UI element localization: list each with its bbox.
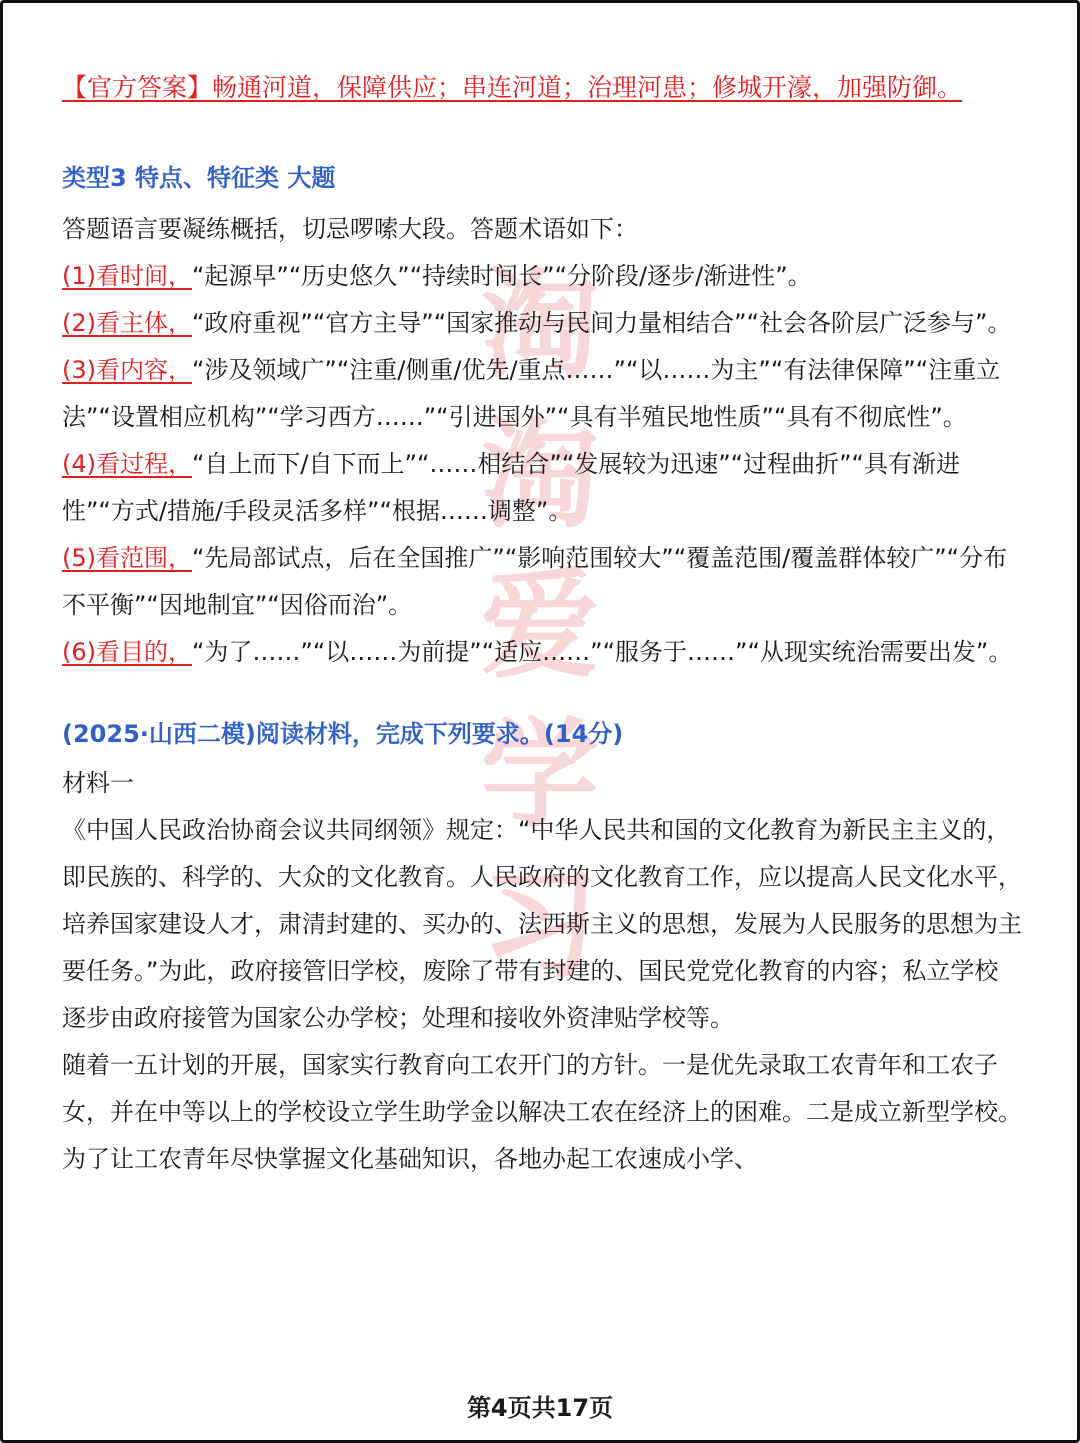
point-item [62, 300, 1022, 347]
type-heading: 类型3 特点、特征类 大题 [62, 164, 336, 192]
point-text: “先局部试点，后在全国推广”“影响范围较大”“覆盖范围/覆盖群体较广”“分布不平衡”“因地制宜”“因俗而治”。 [62, 544, 1008, 619]
point-item [62, 253, 1022, 300]
watermark-text: 淘淘爱学习 [480, 256, 599, 994]
point-item [62, 347, 1022, 441]
point-text: “起源早”“历史悠久”“持续时间长”“分阶段/逐步/渐进性”。 [192, 262, 812, 290]
point-item [62, 629, 1022, 676]
point-label: (6)看目的， [62, 638, 192, 666]
document-page [62, 68, 1022, 1183]
official-answer: 【官方答案】畅通河道，保障供应；串连河道；治理河患；修城开濠，加强防御。 [62, 73, 963, 102]
point-label: (4)看过程， [62, 450, 192, 478]
material-paragraph: 《中国人民政治协商会议共同纲领》规定：“中华人民共和国的文化教育为新民主主义的，即民族的、科学的、大众的文化教育。人民政府的文化教育工作，应以提高人民文化水平，培养国家建设人才，肃清封建的、买办的、法西斯主义的思想，发展为人民服务的思想为主要任务。”为此，政府接管旧学校，废除了带有封建的、国民党党化教育的内容；私立学校逐步由政府接管为国家公办学校；处理和接收外资津贴学校等。 [62, 816, 1022, 1032]
point-text: “涉及领域广”“注重/侧重/优先/重点……”“以……为主”“有法律保障”“注重立法”“设置相应机构”“学习西方……”“引进国外”“具有半殖民地性质”“具有不彻底性”。 [62, 356, 1001, 431]
material-paragraph: 随着一五计划的开展，国家实行教育向工农开门的方针。一是优先录取工农青年和工农子女，并在中等以上的学校设立学生助学金以解决工农在经济上的困难。二是成立新型学校。为了让工农青年尽快掌握文化基础知识，各地办起工农速成小学、 [62, 1051, 1022, 1173]
page-number-footer: 第4页共17页 [466, 1394, 614, 1422]
point-text: “自上而下/自下而上”“……相结合”“发展较为迅速”“过程曲折”“具有渐进性”“方式/措施/手段灵活多样”“根据……调整”。 [62, 450, 960, 525]
point-text: “政府重视”“官方主导”“国家推动与民间力量相结合”“社会各阶层广泛参与”。 [192, 309, 1012, 337]
point-label: (1)看时间， [62, 262, 192, 290]
point-item [62, 441, 1022, 535]
point-item [62, 535, 1022, 629]
material-title: 材料一 [62, 769, 134, 797]
point-label: (3)看内容， [62, 356, 192, 384]
points-list [62, 253, 1022, 676]
point-label: (2)看主体， [62, 309, 192, 337]
question-heading: (2025·山西二模)阅读材料，完成下列要求。(14分) [62, 720, 624, 748]
point-label: (5)看范围， [62, 544, 192, 572]
point-text: “为了……”“以……为前提”“适应……”“服务于……”“从现实统治需要出发”。 [192, 638, 1013, 666]
intro-text: 答题语言要凝练概括，切忌啰嗦大段。答题术语如下： [62, 215, 638, 243]
